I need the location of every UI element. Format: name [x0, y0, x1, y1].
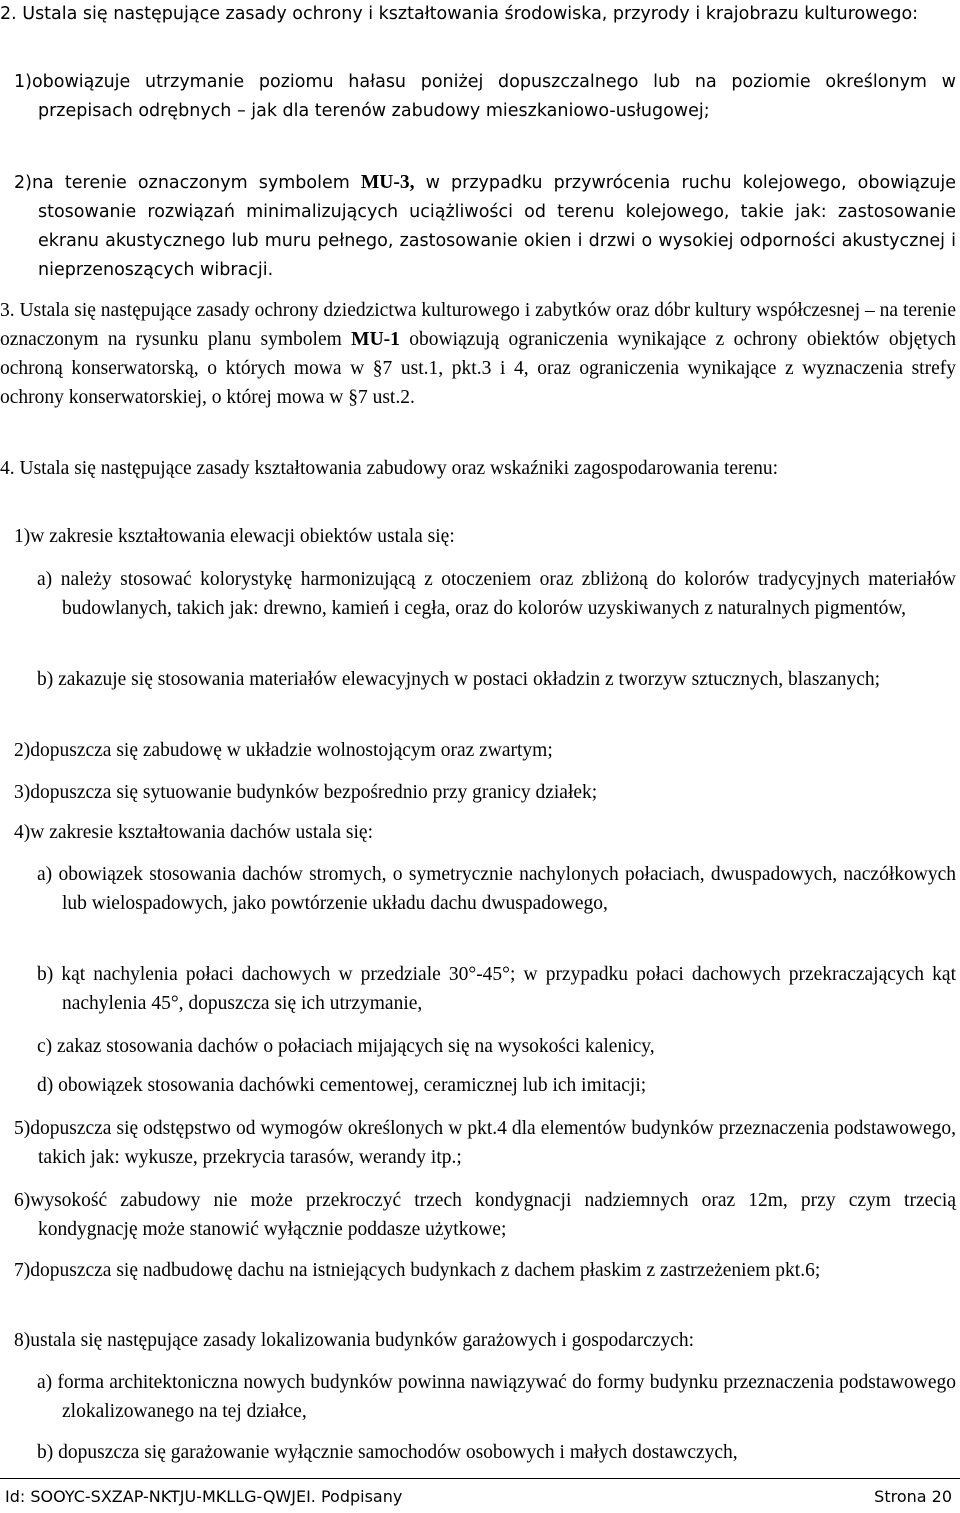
paragraph-4-item-4-b-text: b) kąt nachylenia połaci dachowych w przedziale 30°-45°; w przypadku połaci dachowych przekraczających kąt nachylenia 45°, dopuszcza się ich utrzymanie,	[37, 964, 956, 1014]
paragraph-4-item-8-b	[0, 1438, 956, 1467]
paragraph-2-item-2-text-c: w przypadku przywrócenia ruchu kolejowego, obowiązuje stosowanie rozwiązań minimalizujących uciążliwości od terenu kolejowego, takie jak: zastosowanie ekranu akustycznego lub muru pełnego, zastosowanie okien i drzwi o wysokiej odporności akustycznej i nieprzenoszących wibracji.	[38, 173, 956, 280]
paragraph-4-item-8-b-text: b) dopuszcza się garażowanie wyłącznie samochodów osobowych i małych dostawczych,	[37, 1442, 738, 1463]
paragraph-4-item-8-a	[0, 1368, 956, 1426]
paragraph-4-item-3	[0, 778, 956, 807]
paragraph-4-item-8-a-text: a) forma architektoniczna nowych budynków powinna nawiązywać do formy budynku przeznaczenia podstawowego zlokalizowanego na tej działce,	[37, 1372, 956, 1422]
paragraph-4-item-4	[0, 818, 956, 847]
paragraph-4-item-4-b	[0, 960, 956, 1018]
paragraph-4-item-2	[0, 736, 956, 765]
paragraph-4-item-4-d	[0, 1071, 956, 1100]
footer-page-number: Strona 20	[874, 1487, 952, 1506]
paragraph-4-item-1-text: 1)w zakresie kształtowania elewacji obiektów ustala się:	[14, 526, 455, 547]
footer-divider	[0, 1478, 960, 1479]
paragraph-2	[0, 0, 956, 29]
paragraph-2-text: 2. Ustala się następujące zasady ochrony i kształtowania środowiska, przyrody i krajobrazu kulturowego:	[0, 4, 919, 24]
paragraph-4-item-1-b-text: b) zakazuje się stosowania materiałów elewacyjnych w postaci okładzin z tworzyw sztucznych, blaszanych;	[37, 669, 881, 690]
paragraph-4-item-1-b	[0, 665, 956, 694]
footer-document-id: Id: SOOYC-SXZAP-NKTJU-MKLLG-QWJEI. Podpisany	[5, 1487, 403, 1506]
paragraph-4-item-7-text: 7)dopuszcza się nadbudowę dachu na istniejących budynkach z dachem płaskim z zastrzeżeniem pkt.6;	[14, 1260, 821, 1281]
paragraph-4-item-2-text: 2)dopuszcza się zabudowę w układzie wolnostojącym oraz zwartym;	[14, 740, 553, 761]
paragraph-2-item-2	[0, 168, 956, 285]
paragraph-4-item-4-d-text: d) obowiązek stosowania dachówki cementowej, ceramicznej lub ich imitacji;	[37, 1075, 647, 1096]
paragraph-4-item-6	[0, 1186, 956, 1244]
paragraph-4-item-4-a-text: a) obowiązek stosowania dachów stromych, o symetrycznie nachylonych połaciach, dwuspadowych, naczółkowych lub wielospadowych, jako powtórzenie układu dachu dwuspadowego,	[37, 864, 956, 914]
paragraph-4-item-4-c-text: c) zakaz stosowania dachów o połaciach mijających się na wysokości kalenicy,	[37, 1036, 655, 1057]
paragraph-2-item-2-text-a: 2)na terenie oznaczonym symbolem	[14, 173, 361, 193]
paragraph-3-text-c: obowiązują ograniczenia wynikające z ochrony obiektów objętych ochroną konserwatorską, o których mowa w §7 ust.1, pkt.3 i 4, oraz ograniczenia wynikające z wyznaczenia strefy ochrony konserwatorskiej, o której mowa w §7 ust.2.	[0, 329, 956, 408]
paragraph-4-item-6-text: 6)wysokość zabudowy nie może przekroczyć trzech kondygnacji nadziemnych oraz 12m, przy czym trzecią kondygnację może stanowić wyłącznie poddasze użytkowe;	[14, 1190, 956, 1240]
paragraph-2-item-1	[0, 68, 956, 126]
paragraph-4-item-4-c	[0, 1032, 956, 1061]
paragraph-2-item-1-text: 1)obowiązuje utrzymanie poziomu hałasu poniżej dopuszczalnego lub na poziomie określonym w przepisach odrębnych – jak dla terenów zabudowy mieszkaniowo-usługowej;	[14, 72, 956, 121]
paragraph-4	[0, 454, 956, 483]
paragraph-4-item-1-a-text: a) należy stosować kolorystykę harmonizującą z otoczeniem oraz zbliżoną do kolorów tradycyjnych materiałów budowlanych, takich jak: drewno, kamień i cegła, oraz do kolorów uzyskiwanych z naturalnych pigmentów,	[37, 569, 956, 619]
paragraph-4-item-5-text: 5)dopuszcza się odstępstwo od wymogów określonych w pkt.4 dla elementów budynków przeznaczenia podstawowego, takich jak: wykusze, przekrycia tarasów, werandy itp.;	[14, 1118, 956, 1168]
paragraph-4-item-7	[0, 1256, 956, 1285]
paragraph-4-item-3-text: 3)dopuszcza się sytuowanie budynków bezpośrednio przy granicy działek;	[14, 782, 598, 803]
paragraph-3-text-a: 3. Ustala się następujące zasady ochrony dziedzictwa kulturowego i zabytków oraz dóbr kultury współczesnej – na terenie oznaczonym na rysunku planu symbolem	[0, 300, 956, 350]
paragraph-4-text: 4. Ustala się następujące zasady kształtowania zabudowy oraz wskaźniki zagospodarowania terenu:	[0, 458, 779, 479]
paragraph-4-item-5	[0, 1114, 956, 1172]
paragraph-4-item-1-a	[0, 565, 956, 623]
symbol-mu-1: MU-1	[351, 329, 400, 350]
paragraph-3	[0, 296, 956, 412]
paragraph-4-item-8	[0, 1326, 956, 1355]
paragraph-4-item-4-a	[0, 860, 956, 918]
paragraph-4-item-4-text: 4)w zakresie kształtowania dachów ustala się:	[14, 822, 373, 843]
paragraph-4-item-1	[0, 522, 956, 551]
paragraph-4-item-8-text: 8)ustala się następujące zasady lokalizowania budynków garażowych i gospodarczych:	[14, 1330, 695, 1351]
symbol-mu-3: MU-3,	[360, 172, 415, 193]
